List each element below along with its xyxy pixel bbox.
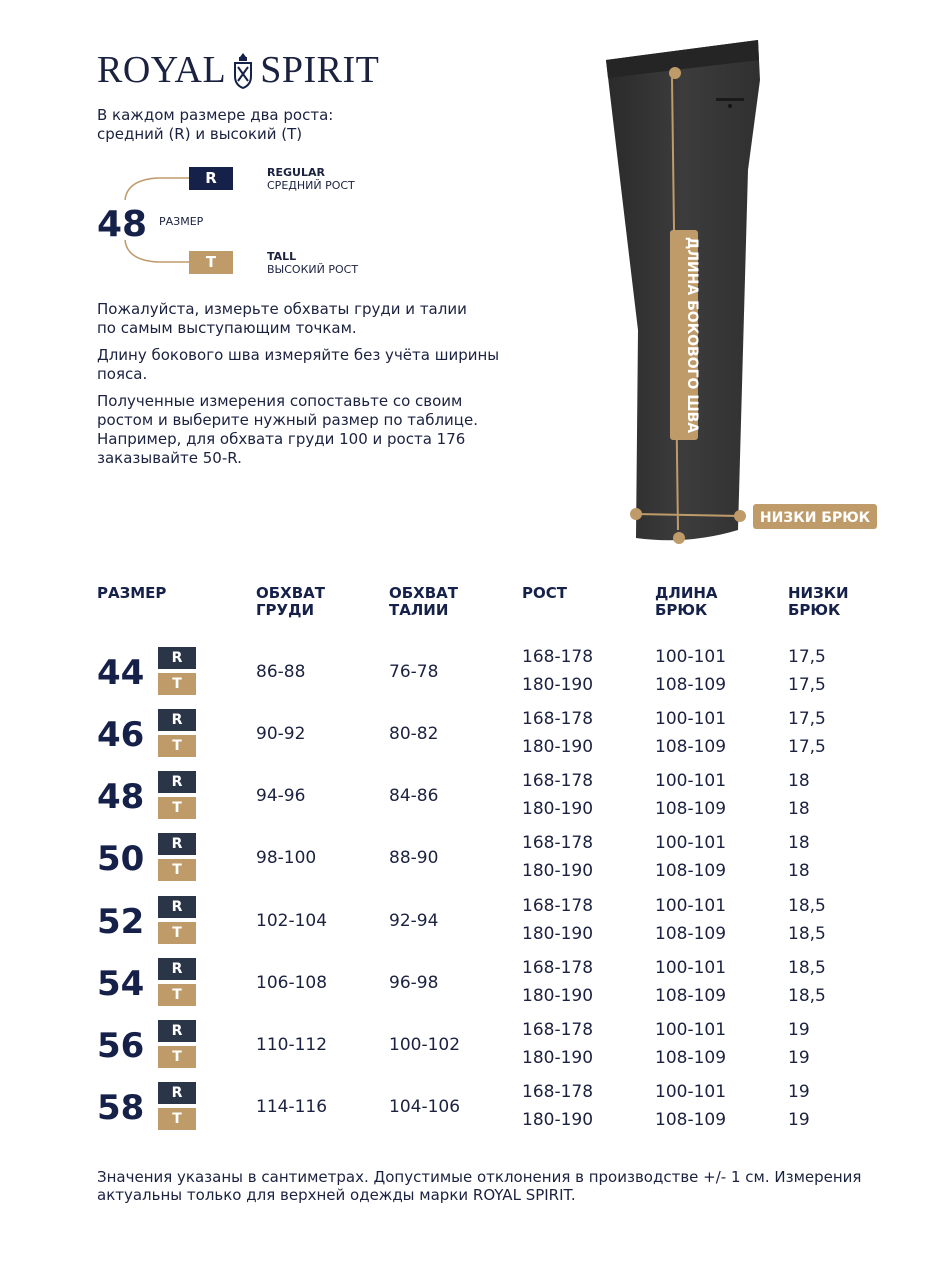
row-chest: 110-112 [256,1035,328,1055]
row-badge-r: R [158,833,196,855]
row-size: 44 [97,653,145,693]
header-waist-line-2: ТАЛИИ [389,601,449,619]
row-length-r: 100-101 [655,833,727,853]
row-size: 52 [97,902,145,942]
instruction-paragraph-2 [97,346,537,384]
row-badge-r: R [158,647,196,669]
row-chest: 106-108 [256,973,328,993]
row-hem-r: 18,5 [788,958,826,978]
row-hem-t: 19 [788,1110,810,1130]
table-row [0,709,950,771]
row-size: 56 [97,1026,145,1066]
row-hem-t: 18 [788,799,810,819]
table-row [0,896,950,958]
row-waist: 96-98 [389,973,439,993]
instruction-line: Например, для обхвата груди 100 и роста 176 [97,430,466,448]
row-badge-t: T [158,1046,196,1068]
measurement-instructions [97,300,537,476]
intro-line-2: средний (R) и высокий (T) [97,125,303,143]
header-waist-line-1: ОБХВАТ [389,584,459,602]
footnote-line-1: Значения указаны в сантиметрах. Допустимые отклонения в производстве +/- 1 см. Измерения [97,1168,862,1186]
column-header-chest [256,585,325,619]
header-height-text: РОСТ [522,584,567,602]
row-height-r: 168-178 [522,1020,594,1040]
row-height-t: 180-190 [522,675,594,695]
brand-logo [97,50,379,90]
row-badge-t: T [158,673,196,695]
row-waist: 100-102 [389,1035,461,1055]
tall-subtitle: ВЫСОКИЙ РОСТ [267,263,359,276]
row-badge-r: R [158,1082,196,1104]
table-row [0,958,950,1020]
regular-subtitle: СРЕДНИЙ РОСТ [267,179,355,192]
size-label: РАЗМЕР [159,215,204,228]
instruction-line: ростом и выберите нужный размер по таблице. [97,411,478,429]
seam-top-dot [669,67,681,79]
row-height-t: 180-190 [522,799,594,819]
instruction-paragraph-1 [97,300,537,338]
table-row [0,1020,950,1082]
row-hem-r: 19 [788,1082,810,1102]
row-hem-r: 18 [788,771,810,791]
row-length-r: 100-101 [655,1082,727,1102]
tall-title: TALL [267,250,297,263]
table-row [0,771,950,833]
row-badge-r: R [158,1020,196,1042]
row-size: 58 [97,1088,145,1128]
row-hem-r: 19 [788,1020,810,1040]
row-hem-t: 17,5 [788,675,826,695]
instruction-line: Длину бокового шва измеряйте без учёта ширины [97,346,500,364]
row-hem-t: 17,5 [788,737,826,757]
row-length-r: 100-101 [655,1020,727,1040]
column-header-height [522,585,567,602]
example-size-number: 48 [97,204,148,245]
intro-line-1: В каждом размере два роста: [97,106,334,124]
crest-emblem-icon [232,50,254,90]
row-badge-t: T [158,922,196,944]
instruction-line: Пожалуйста, измерьте обхваты груди и талии [97,300,467,318]
row-badge-t: T [158,859,196,881]
trousers-illustration [598,30,888,550]
row-hem-r: 17,5 [788,709,826,729]
row-chest: 114-116 [256,1097,328,1117]
row-badge-r: R [158,896,196,918]
row-length-t: 108-109 [655,861,727,881]
row-badge-t: T [158,735,196,757]
row-size: 48 [97,777,145,817]
row-chest: 94-96 [256,786,306,806]
row-waist: 76-78 [389,662,439,682]
row-length-t: 108-109 [655,1110,727,1130]
regular-description [267,166,355,192]
row-length-r: 100-101 [655,896,727,916]
row-waist: 88-90 [389,848,439,868]
row-length-r: 100-101 [655,647,727,667]
row-length-t: 108-109 [655,1048,727,1068]
row-waist: 104-106 [389,1097,461,1117]
row-chest: 86-88 [256,662,306,682]
column-header-size [97,585,166,602]
hem-left-dot [630,508,642,520]
logo-word-spirit: SPIRIT [260,49,380,91]
row-length-t: 108-109 [655,986,727,1006]
hem-right-dot [734,510,746,522]
row-hem-t: 18,5 [788,924,826,944]
row-length-t: 108-109 [655,799,727,819]
header-hem-line-2: БРЮК [788,601,841,619]
row-chest: 102-104 [256,911,328,931]
table-row [0,647,950,709]
header-length-line-1: ДЛИНА [655,584,718,602]
regular-title: REGULAR [267,166,325,179]
table-row [0,1082,950,1144]
row-length-r: 100-101 [655,958,727,978]
side-seam-label: ДЛИНА БОКОВОГО ШВА [684,236,700,434]
regular-badge: R [189,167,233,190]
row-height-t: 180-190 [522,924,594,944]
hem-label: НИЗКИ БРЮК [759,510,871,526]
header-size-text: РАЗМЕР [97,584,167,602]
logo-word-royal: ROYAL [97,49,227,91]
row-height-r: 168-178 [522,896,594,916]
instruction-line: заказывайте 50-R. [97,449,242,467]
instruction-line: пояса. [97,365,148,383]
seam-bottom-dot [673,532,685,544]
row-size: 54 [97,964,145,1004]
instruction-paragraph-3 [97,392,537,468]
column-header-waist [389,585,458,619]
row-height-r: 168-178 [522,1082,594,1102]
row-hem-r: 18 [788,833,810,853]
row-hem-t: 19 [788,1048,810,1068]
intro-text [97,106,333,144]
header-hem-line-1: НИЗКИ [788,584,849,602]
row-waist: 80-82 [389,724,439,744]
row-hem-r: 17,5 [788,647,826,667]
row-length-r: 100-101 [655,771,727,791]
footnote-line-2: актуальны только для верхней одежды марки ROYAL SPIRIT. [97,1186,576,1204]
row-length-t: 108-109 [655,924,727,944]
row-chest: 90-92 [256,724,306,744]
row-badge-r: R [158,771,196,793]
row-height-r: 168-178 [522,833,594,853]
row-height-t: 180-190 [522,737,594,757]
row-badge-t: T [158,1108,196,1130]
column-header-hem [788,585,849,619]
table-row [0,833,950,895]
row-badge-t: T [158,984,196,1006]
row-height-r: 168-178 [522,709,594,729]
row-hem-t: 18 [788,861,810,881]
tall-badge: T [189,251,233,274]
footnote [97,1168,877,1204]
row-waist: 84-86 [389,786,439,806]
row-height-t: 180-190 [522,1110,594,1130]
row-height-r: 168-178 [522,647,594,667]
row-height-r: 168-178 [522,771,594,791]
row-height-t: 180-190 [522,861,594,881]
row-height-t: 180-190 [522,1048,594,1068]
pocket-button-shape [728,104,732,108]
row-badge-r: R [158,709,196,731]
column-header-length [655,585,718,619]
row-hem-t: 18,5 [788,986,826,1006]
row-length-r: 100-101 [655,709,727,729]
back-pocket-shape [716,98,744,101]
instruction-line: Полученные измерения сопоставьте со своим [97,392,463,410]
row-length-t: 108-109 [655,675,727,695]
row-badge-t: T [158,797,196,819]
row-badge-r: R [158,958,196,980]
header-length-line-2: БРЮК [655,601,708,619]
row-size: 50 [97,839,145,879]
header-chest-line-1: ОБХВАТ [256,584,326,602]
row-length-t: 108-109 [655,737,727,757]
tall-description [267,250,358,276]
row-chest: 98-100 [256,848,317,868]
row-waist: 92-94 [389,911,439,931]
row-hem-r: 18,5 [788,896,826,916]
header-chest-line-2: ГРУДИ [256,601,315,619]
size-diagram [97,160,427,280]
instruction-line: по самым выступающим точкам. [97,319,357,337]
row-height-r: 168-178 [522,958,594,978]
row-height-t: 180-190 [522,986,594,1006]
row-size: 46 [97,715,145,755]
